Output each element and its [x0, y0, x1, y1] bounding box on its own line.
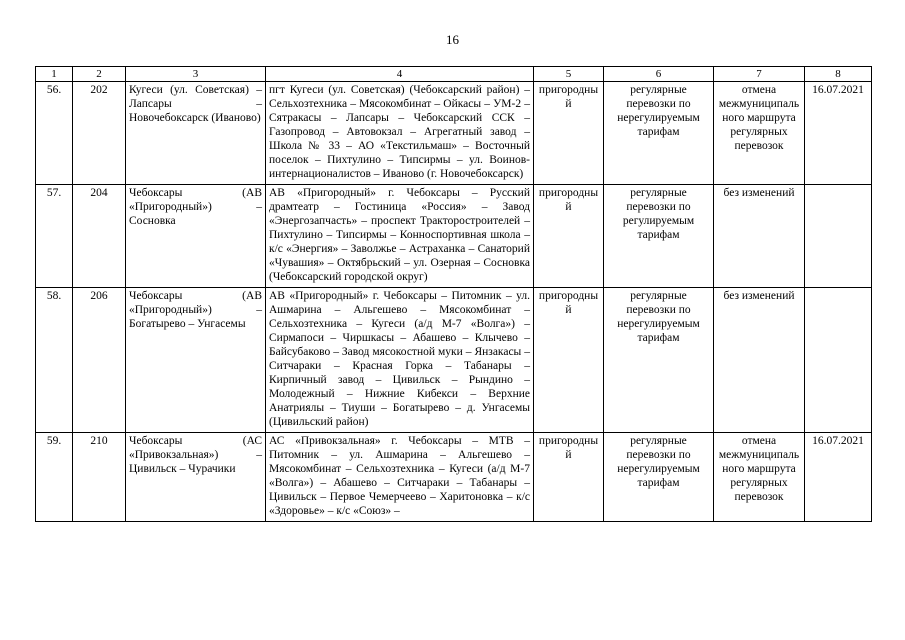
- column-header-3: 3: [126, 67, 266, 82]
- cell-row-number: 59.: [36, 433, 73, 522]
- routes-table: [35, 66, 872, 522]
- cell-change: без изменений: [714, 185, 805, 288]
- cell-date: 16.07.2021: [805, 433, 872, 522]
- cell-route-type: пригородный: [534, 185, 604, 288]
- cell-route-number: 206: [73, 288, 126, 433]
- column-header-6: 6: [604, 67, 714, 82]
- cell-date: 16.07.2021: [805, 82, 872, 185]
- cell-route-number: 202: [73, 82, 126, 185]
- cell-route-name: Чебоксары (АВ «Пригородный») – Богатырево – Унгасемы: [126, 288, 266, 433]
- column-header-2: 2: [73, 67, 126, 82]
- cell-change: отмена межмуниципального маршрута регулярных перевозок: [714, 82, 805, 185]
- cell-route-name: Чебоксары (АВ «Пригородный») – Сосновка: [126, 185, 266, 288]
- cell-row-number: 56.: [36, 82, 73, 185]
- column-header-4: 4: [266, 67, 534, 82]
- page-number: 16: [446, 32, 459, 47]
- table-header-row: [36, 67, 872, 82]
- cell-tariff: регулярные перевозки по регулируемым тарифам: [604, 185, 714, 288]
- cell-row-number: 57.: [36, 185, 73, 288]
- column-header-1: 1: [36, 67, 73, 82]
- column-header-7: 7: [714, 67, 805, 82]
- cell-route-number: 210: [73, 433, 126, 522]
- cell-tariff: регулярные перевозки по нерегулируемым тарифам: [604, 288, 714, 433]
- table-row: [36, 185, 872, 288]
- cell-row-number: 58.: [36, 288, 73, 433]
- cell-change: без изменений: [714, 288, 805, 433]
- cell-route-type: пригородный: [534, 288, 604, 433]
- cell-route-path: АС «Привокзальная» г. Чебоксары – МТВ – Питомник – ул. Ашмарина – Альгешево – Мясокомбинат – Сельхозтехника – Кугеси (а/д М-7 «Волга») – Абашево – Ситчараки – Табанары – Цивильск – Первое Чемерчеево – Харитоновка – к/с «Здоровье» – к/с «Союз» –: [266, 433, 534, 522]
- column-header-8: 8: [805, 67, 872, 82]
- cell-tariff: регулярные перевозки по нерегулируемым тарифам: [604, 82, 714, 185]
- cell-route-name: Чебоксары (АС «Привокзальная») – Цивильск – Чурачики: [126, 433, 266, 522]
- cell-date: [805, 185, 872, 288]
- cell-route-number: 204: [73, 185, 126, 288]
- cell-route-path: пгт Кугеси (ул. Советская) (Чебоксарский район) – Сельхозтехника – Мясокомбинат – Ойкасы – УМ-2 – Сятракасы – Лапсары – Чебоксарский ССК – Газопровод – Автовокзал – Агрегатный завод – Школа № 33 – АО «Текстильмаш» – Восточный поселок – Пихтулино – Типсирмы – ул. Воинов-интернационалистов – Иваново (г. Новочебоксарск): [266, 82, 534, 185]
- cell-route-path: АВ «Пригородный» г. Чебоксары – Питомник – ул. Ашмарина – Альгешево – Мясокомбинат – Сельхозтехника – Кугеси (а/д М-7 «Волга») – Сирмапоси – Чиршкасы – Абашево – Клычево – Байсубаково – Завод мясокостной муки – Янзакасы – Ситчараки – Красная Горка – Табанары – Кирпичный завод – Цивильск – Рындино – Молодежный – Нижние Кибекси – Верхние Анатриялы – Тиуши – Богатырево – д. Унгасемы (Цивильский район): [266, 288, 534, 433]
- table-row: [36, 433, 872, 522]
- table-row: [36, 288, 872, 433]
- cell-route-name: Кугеси (ул. Советская) – Лапсары – Новочебоксарск (Иваново): [126, 82, 266, 185]
- cell-tariff: регулярные перевозки по нерегулируемым тарифам: [604, 433, 714, 522]
- cell-date: [805, 288, 872, 433]
- table-row: [36, 82, 872, 185]
- cell-change: отмена межмуниципального маршрута регулярных перевозок: [714, 433, 805, 522]
- cell-route-type: пригородный: [534, 433, 604, 522]
- column-header-5: 5: [534, 67, 604, 82]
- cell-route-path: АВ «Пригородный» г. Чебоксары – Русский драмтеатр – Гостиница «Россия» – Завод «Энергозапчасть» – проспект Тракторостроителей – Пихтулино – Типсирмы – Конноспортивная школа – к/с «Энергия» – Заволжье – Астраханка – Санаторий «Чувашия» – Октябрьский – ул. Озерная – Сосновка (Чебоксарский городской округ): [266, 185, 534, 288]
- cell-route-type: пригородный: [534, 82, 604, 185]
